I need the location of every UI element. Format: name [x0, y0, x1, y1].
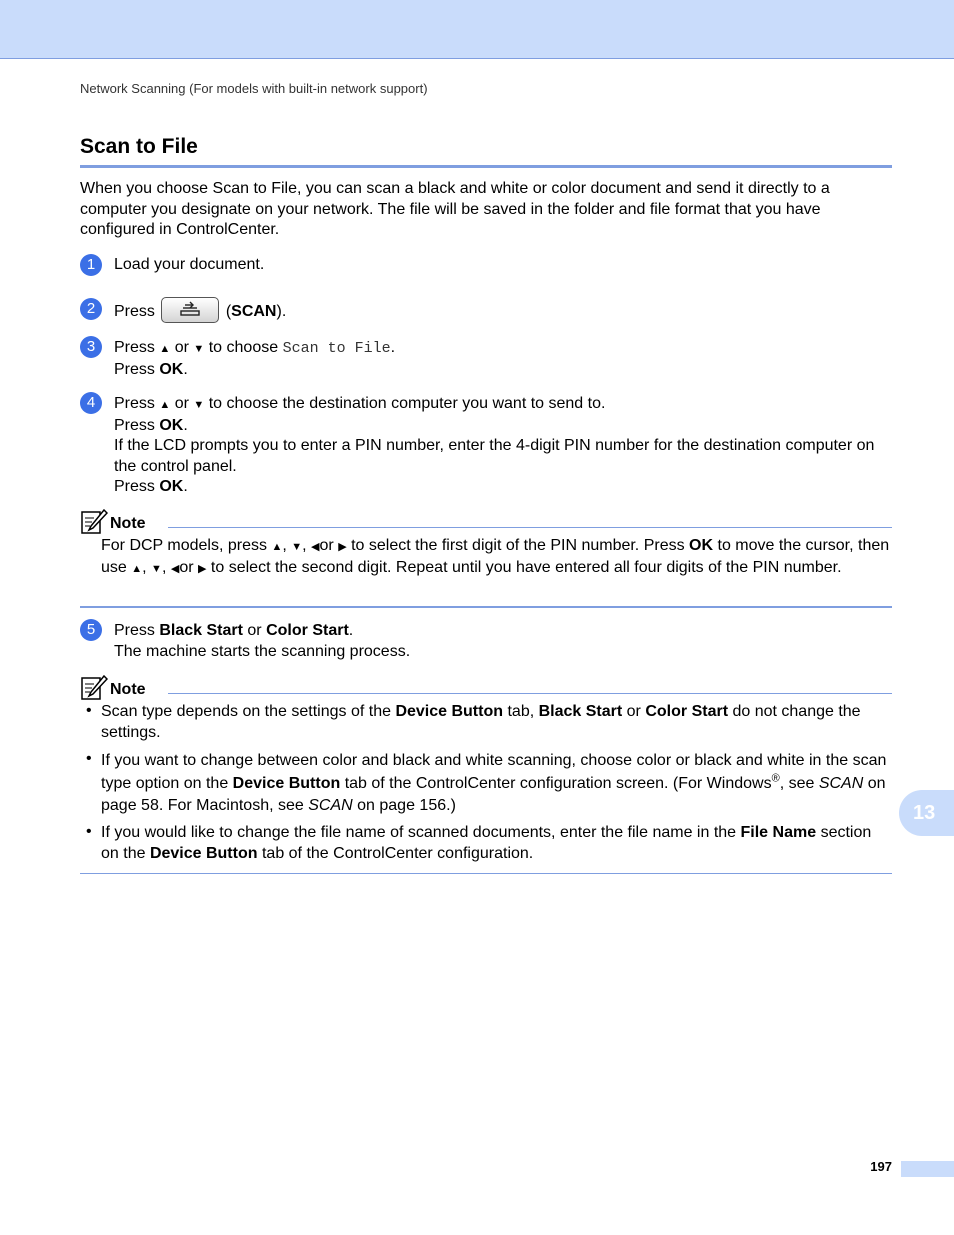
- right-arrow-icon: ▶: [338, 541, 347, 553]
- b3-t1: If you would like to change the file name of scanned documents, enter the file name in the: [101, 824, 737, 841]
- up-arrow-icon: ▲: [271, 541, 283, 553]
- down-arrow-icon: ▼: [151, 562, 162, 575]
- note-1-label: Note: [110, 515, 146, 532]
- note-1-end-rule: [80, 606, 892, 608]
- b1-bold2: Black Start: [538, 703, 623, 720]
- step-3-period: .: [390, 339, 396, 356]
- down-arrow-icon: ▼: [193, 399, 205, 411]
- step-4-end: .: [183, 416, 188, 434]
- step-5-text: [114, 621, 892, 662]
- b2-t2: tab of the ControlCenter configuration screen. (For Windows: [344, 774, 772, 792]
- bullet-2-marker: •: [86, 750, 92, 767]
- b3-t3: tab of the ControlCenter configuration.: [261, 844, 534, 862]
- note-2-label: Note: [110, 681, 146, 698]
- right-arrow-icon: ▶: [198, 562, 207, 575]
- step-5-press: Press: [114, 622, 155, 639]
- step-4-press-ok-2: Press: [114, 478, 155, 495]
- scan-key-label: SCAN: [231, 303, 277, 321]
- note-1-comma: ,: [282, 537, 287, 554]
- step-4-press-ok: Press: [114, 416, 155, 434]
- scanner-icon: [179, 301, 201, 317]
- note-2-rule: [168, 693, 892, 694]
- step-1-text: Load your document.: [114, 256, 265, 273]
- down-arrow-icon: ▼: [291, 541, 303, 553]
- note-1-t3: to move the cursor, then use: [101, 537, 890, 576]
- step-3-or: or: [174, 339, 189, 356]
- footer-bar: [901, 1161, 954, 1177]
- step-number-2: 2: [80, 298, 102, 320]
- b3-bold1: File Name: [740, 824, 817, 841]
- ok-key-label: OK: [689, 537, 714, 554]
- b1-bold1: Device Button: [395, 703, 504, 720]
- lcd-menu-option: Scan to File: [282, 340, 391, 357]
- note-1-rule: [168, 527, 892, 528]
- note-1-comma: ,: [142, 558, 147, 576]
- note-pencil-icon: [80, 675, 108, 701]
- b2-t1: If you want to change between color and black and white scanning, choose color or black and white in the scan type option on the: [101, 752, 887, 792]
- black-start-key-label: Black Start: [159, 622, 243, 639]
- color-start-key-label: Color Start: [266, 622, 349, 639]
- step-2-press: Press: [114, 303, 155, 321]
- step-2-paren-close: ).: [276, 303, 287, 321]
- page-number: 197: [870, 1159, 892, 1174]
- chapter-tab: 13: [899, 790, 954, 836]
- note-1-t1: For DCP models, press: [101, 537, 267, 554]
- note-1-text: [101, 536, 891, 579]
- note-1-header: [80, 509, 892, 537]
- running-head: Network Scanning (For models with built-in network support): [80, 81, 428, 96]
- b3-t2: section on the: [101, 824, 872, 862]
- step-4-press: Press: [114, 395, 155, 412]
- b2-t3: , see: [779, 774, 815, 792]
- ok-key-label: OK: [159, 416, 184, 434]
- note-2-bullet-3: [101, 823, 891, 864]
- step-3-press: Press: [114, 339, 155, 356]
- title-rule: [80, 165, 892, 168]
- step-5-line2: The machine starts the scanning process.: [114, 642, 411, 660]
- step-4-pin-text: If the LCD prompts you to enter a PIN number, enter the 4-digit PIN number for the destination computer on the control panel.: [114, 437, 875, 475]
- step-3-press-ok: Press: [114, 360, 155, 378]
- note-2-bullet-2: [101, 750, 891, 818]
- b2-ital1: SCAN: [818, 774, 864, 792]
- down-arrow-icon: ▼: [193, 343, 205, 355]
- header-band: [0, 0, 954, 59]
- note-1-or: or: [179, 558, 194, 576]
- step-4-or: or: [174, 395, 189, 412]
- up-arrow-icon: ▲: [159, 343, 171, 355]
- up-arrow-icon: ▲: [131, 562, 143, 575]
- b1-t1: Scan type depends on the settings of the: [101, 703, 391, 720]
- bullet-1-marker: •: [86, 702, 92, 719]
- note-2-bullet-1: [101, 702, 891, 743]
- step-3-to-choose: to choose: [208, 339, 279, 356]
- b2-ital2: SCAN: [308, 797, 353, 814]
- intro-paragraph: When you choose Scan to File, you can scan a black and white or color document and send it directly to a computer you designate on your network. The file will be saved in the folder and file format that you have configured in ControlCenter.: [80, 180, 830, 238]
- section-title: Scan to File: [80, 135, 198, 158]
- ok-key-label: OK: [159, 360, 184, 378]
- note-pencil-icon: [80, 509, 108, 535]
- scan-key-button: [161, 297, 219, 323]
- left-arrow-icon: ◀: [170, 562, 180, 575]
- step-4-rest: to choose the destination computer you want to send to.: [208, 395, 606, 412]
- step-2-paren-open: (: [225, 303, 232, 321]
- step-number-4: 4: [80, 392, 102, 414]
- note-1-t2: to select the first digit of the PIN number. Press: [351, 537, 685, 554]
- note-2-header: [80, 675, 892, 703]
- up-arrow-icon: ▲: [159, 399, 171, 411]
- b1-t2: tab,: [507, 703, 535, 720]
- b1-t4: do not change the settings.: [101, 703, 861, 741]
- step-2-text: [114, 299, 892, 325]
- ok-key-label: OK: [159, 478, 184, 495]
- b2-t4: on page 58. For Macintosh, see: [101, 774, 886, 814]
- step-number-5: 5: [80, 619, 102, 641]
- step-3-text: [114, 338, 892, 380]
- note-1-comma: ,: [161, 558, 167, 576]
- note-1-t4: to select the second digit. Repeat until you have entered all four digits of the PIN number.: [210, 558, 842, 576]
- note-2-end-rule: [80, 873, 892, 874]
- step-4-text: [114, 394, 892, 498]
- note-1-or: or: [319, 537, 334, 554]
- registered-mark: ®: [771, 772, 780, 785]
- b1-bold3: Color Start: [645, 703, 729, 720]
- b2-bold1: Device Button: [232, 774, 341, 792]
- step-3-end: .: [183, 360, 188, 378]
- left-arrow-icon: ◀: [311, 541, 320, 553]
- step-number-1: 1: [80, 254, 102, 276]
- bullet-3-marker: •: [86, 823, 92, 840]
- b3-bold2: Device Button: [149, 844, 258, 862]
- step-5-or: or: [247, 622, 262, 639]
- b1-t3: or: [626, 703, 641, 720]
- step-4-end-2: .: [183, 478, 188, 495]
- b2-t5: on page 156.): [357, 797, 456, 814]
- step-5-end: .: [348, 622, 354, 639]
- note-1-comma: ,: [302, 537, 307, 554]
- step-number-3: 3: [80, 336, 102, 358]
